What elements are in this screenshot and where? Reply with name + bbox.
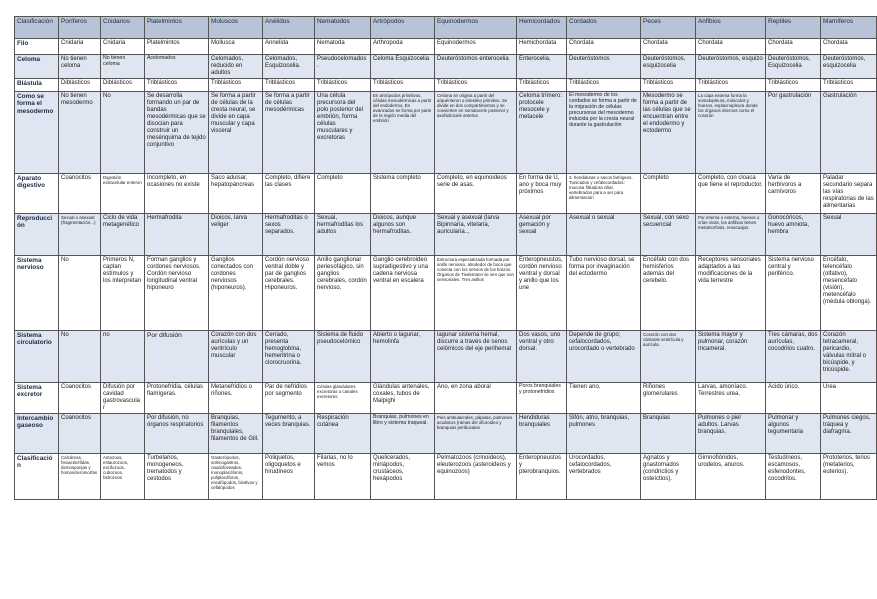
table-cell: Hermafrodita <box>145 214 209 256</box>
table-cell: Triblásticos <box>641 79 696 92</box>
table-cell: Por difusión <box>145 331 209 383</box>
table-cell: Triblásticos <box>696 79 766 92</box>
table-row <box>15 214 877 256</box>
table-cell: Ácido úrico. <box>766 383 821 414</box>
table-cell: Branquias, pulmones en libro y sistema traqueal. <box>371 413 435 453</box>
table-cell: Sistema nervioso central y periférico. <box>766 256 821 331</box>
table-cell: Sifón, atrio, branquias, pulmones <box>567 413 641 453</box>
table-cell: En forma de U, ano y boca muy próximos <box>517 174 567 214</box>
table-cell: Encéfalo, telencéfalo (olfativo), mesencéfalo (visión), metencéfalo (médula oblonga). <box>821 256 877 331</box>
table-cell: Triblásticos <box>435 79 517 92</box>
table-cell: Sistema mayor y pulmonar, corazón tricameral. <box>696 331 766 383</box>
table-cell: El mesodermo de los cordados se forma a partir de la migración de células precursoras del mesodermo inducida por la cresta neural durante la gastrulación <box>567 92 641 174</box>
table-cell: Diblásticos <box>101 79 145 92</box>
table-row <box>15 331 877 383</box>
comparison-table <box>14 16 877 500</box>
table-cell: Riñones glomerulares <box>641 383 696 414</box>
table-cell: Se forma a partir de células mesodérmicas <box>263 92 315 174</box>
table-cell: En artrópodos primitivos, células mesodérmicas a partir del endodermo. En avanzados se forma por parte de la región media del embrión <box>371 92 435 174</box>
table-cell: No tienen mesodermo <box>59 92 101 174</box>
header-row <box>15 17 877 39</box>
table-cell: Deuteróstomos, Esquizocelia <box>766 55 821 79</box>
table-cell: Dos vasos, uno ventral y otro dorsal. <box>517 331 567 383</box>
table-cell: Chordata <box>696 39 766 55</box>
table-cell: Gimnofiónidos, urodelos, anuros. <box>696 453 766 499</box>
table-cell: Cnidaria <box>59 39 101 55</box>
table-cell: Glándulas antenales, coxales, tubos de Malpighi <box>371 383 435 414</box>
table-cell: Deuteróstomos, esquizo <box>696 55 766 79</box>
table-cell: Acelomados <box>145 55 209 79</box>
table-cell: Digestión extracelular enteron <box>101 174 145 214</box>
table-row <box>15 174 877 214</box>
table-cell: Abierto o lagunar, hemolinfa <box>371 331 435 383</box>
table-cell: Depende de grupo; cefalocordados, urocordado o vertebrado <box>567 331 641 383</box>
table-cell: Gasterópodos, solenogastros, caudofoveados, monoplacóforos, poliplacóforos, escafópodos, bivalvos y cefalópodos <box>209 453 263 499</box>
table-cell: Poliquetos, oligoquetos e hirudíneos <box>263 453 315 499</box>
table-cell: Mollusca <box>209 39 263 55</box>
table-cell: Urea <box>821 383 877 414</box>
table-cell: Dioicos, larva veliger <box>209 214 263 256</box>
table-cell: Células glandulares excretoras o canales excretores <box>315 383 371 414</box>
header-cell: Anfibios <box>696 17 766 39</box>
table-cell: Enteropneustos, cordón nervioso ventral y dorsal y anillo que los une <box>517 256 567 331</box>
table-cell: Quelicerados, miriápodos, crustáceos, hexápodos <box>371 453 435 499</box>
table-cell: Triblásticos <box>821 79 877 92</box>
table-cell: Diblásticos <box>59 79 101 92</box>
table-cell: Ganglio cerebroideo supradigestivo y una cadena nerviosa ventral en escalera <box>371 256 435 331</box>
table-cell: Triblásticos <box>145 79 209 92</box>
table-cell: Ganglios conectados con cordones nerviosos (hiponeuros). <box>209 256 263 331</box>
table-cell: Celoma Esquizocelia <box>371 55 435 79</box>
header-cell: Cordados <box>567 17 641 39</box>
table-cell: Hermafroditas o sexos separados. <box>263 214 315 256</box>
table-cell: Cnidaria <box>101 39 145 55</box>
table-row <box>15 453 877 499</box>
row-header-cell: Reproducción <box>15 214 59 256</box>
table-cell: Gonocóricos, huevo amniota, hembra <box>766 214 821 256</box>
table-cell: Paladar secundario separa las vías respiratorias de las alimentarias <box>821 174 877 214</box>
table-cell: Por gastrulación <box>766 92 821 174</box>
table-cell: Triblásticos <box>766 79 821 92</box>
table-cell: Turbelarios, monogeneos, trematodos y cestodos <box>145 453 209 499</box>
header-cell: Reptiles <box>766 17 821 39</box>
header-cell: Peces <box>641 17 696 39</box>
table-cell: Ano, en zona aboral <box>435 383 517 414</box>
table-cell: Triblásticos <box>263 79 315 92</box>
table-cell: Corazón tetracameral, pericardio, válvulas mitral o bicúspide, y tricúspide. <box>821 331 877 383</box>
table-cell: Par de nefridios por segmento <box>263 383 315 414</box>
table-cell: Por interna o externa, huevos o crías vivas, los anfibios tienen metamorfosis, renacuajos <box>696 214 766 256</box>
table-cell: Deuteróstomos, esquizocelia <box>821 55 877 79</box>
table-cell: Agnatos y gnastomados (condrictios y osteíctios). <box>641 453 696 499</box>
table-cell: Triblásticos <box>567 79 641 92</box>
table-cell: Una célula precursora del polo posterior del embrión, forma células musculares y excretoras <box>315 92 371 174</box>
table-cell: Tegumento, a veces branquias. <box>263 413 315 453</box>
table-cell: no <box>101 331 145 383</box>
table-cell: Tres cámaras, dos aurículas, cocodrilos cuatro. <box>766 331 821 383</box>
table-cell: Pseudocelomados. <box>315 55 371 79</box>
table-cell <box>101 413 145 453</box>
row-header-cell: Como se forma el mesodermo <box>15 92 59 174</box>
header-cell: Clasificación <box>15 17 59 39</box>
table-cell: Pulmonar y algunos tegumentaria <box>766 413 821 453</box>
table-cell: Sexual y asexual (larva Bipinnaria, vitelaria, auricularia... <box>435 214 517 256</box>
table-cell: Triblásticos <box>315 79 371 92</box>
table-cell: Chordata <box>567 39 641 55</box>
table-cell: Poros branquiales y protonefridios <box>517 383 567 414</box>
table-cell: Anillo ganglionar periesofágico, sin ganglios cerebrales, cordón nervioso. <box>315 256 371 331</box>
row-header-cell: Intercambio gaseoso <box>15 413 59 453</box>
table-cell: Respiración cutánea <box>315 413 371 453</box>
table-cell: Sistema de fluido pseudocelómico <box>315 331 371 383</box>
table-cell: Triblásticos <box>371 79 435 92</box>
table-cell: Celomados, Esquizocelia. <box>263 55 315 79</box>
table-cell: Pelmatozoos (crinoideos), eleuterozoos (asteroideos y equinozoos) <box>435 453 517 499</box>
table-cell: Annelida <box>263 39 315 55</box>
table-cell: Sistema completo <box>371 174 435 214</box>
row-header-cell: Sistema nervioso <box>15 256 59 331</box>
table-cell: Completo <box>315 174 371 214</box>
table-cell: Corazón con dos aurículas y un ventrículo muscular <box>209 331 263 383</box>
table-cell: Completo, en equinoideos serie de asas. <box>435 174 517 214</box>
header-cell: Nematodos <box>315 17 371 39</box>
table-cell: Equinodermos <box>435 39 517 55</box>
table-cell: Asexual por gemación y sexual <box>517 214 567 256</box>
table-cell: Coanocitos <box>59 174 101 214</box>
table-body <box>15 39 877 500</box>
row-header-cell: Blástula <box>15 79 59 92</box>
table-cell: Completo <box>641 174 696 214</box>
table-row <box>15 413 877 453</box>
table-cell: Por difusión, no órganos respiratorios <box>145 413 209 453</box>
table-cell: Urocordados, cefalocordados, vertebrados <box>567 453 641 499</box>
table-cell: Arthropoda <box>371 39 435 55</box>
table-cell: Saco adulsar, hepatopáncreas <box>209 174 263 214</box>
table-cell: Chordata <box>821 39 877 55</box>
table-cell: Antozoos, estaurozoos, escifozoos, cubozoos, hidrozoos <box>101 453 145 499</box>
table-row <box>15 55 877 79</box>
header-cell: Hemicordados <box>517 17 567 39</box>
table-cell: Deuteróstomos <box>567 55 641 79</box>
table-cell: Metanefridios o riñones. <box>209 383 263 414</box>
table-cell: Enterocelia, <box>517 55 567 79</box>
table-cell: Triblásticos <box>209 79 263 92</box>
table-cell: Encéfalo con dos hemisferios además del cerebelo. <box>641 256 696 331</box>
table-cell: Mesodermo se forma a partir de las células que se encuentran entre el endodermo y ectodermo <box>641 92 696 174</box>
table-cell: Pulmones o piel adultos. Larvas branquias. <box>696 413 766 453</box>
table-cell: Gastrulación <box>821 92 877 174</box>
table-row <box>15 39 877 55</box>
table-cell: Platelmintos <box>145 39 209 55</box>
table-cell: La capa externa forma la somatopleura, músculos y huesos, esplacnopleura donde los órganos internos como el corazón <box>696 92 766 174</box>
table-cell: 3. hendiduras o sacos faríngeos. Tunicados y cefalocordados: mucosa filtradora ciliar, vertebrados para a ser para alimentación <box>567 174 641 214</box>
table-cell: Branquias <box>641 413 696 453</box>
table-cell: Varía de herbívoros a carnívoros <box>766 174 821 214</box>
row-header-cell: Sistema circulatorio <box>15 331 59 383</box>
header-cell: Platelmintos <box>145 17 209 39</box>
table-cell: Larvas, amoníaco. Terrestres urea. <box>696 383 766 414</box>
table-cell: lagunar sistema hemal, discurre a través de senos celómicos del eje perihemal <box>435 331 517 383</box>
table-cell: Branquias, filamentos branquiales, filamentos de Gill. <box>209 413 263 453</box>
table-cell: Cordón nervioso ventral doble y par de ganglios cerebrales. Hiponeuros. <box>263 256 315 331</box>
table-cell: Tienen ano. <box>567 383 641 414</box>
table-cell: Coanocitos <box>59 383 101 414</box>
table-cell: Sexual, hermafroditas los adultos <box>315 214 371 256</box>
table-cell: Deuteróstomos enterocelia <box>435 55 517 79</box>
table-cell: Sexual <box>821 214 877 256</box>
table-cell: Difusión por cavidad gastrovascular <box>101 383 145 414</box>
table-row <box>15 92 877 174</box>
table-cell: Tubo nervioso dorsal, se forma por invaginación del ectodermo <box>567 256 641 331</box>
table-cell: Ciclo de vida metagenético <box>101 214 145 256</box>
table-cell: Estructura especializada formada por anillo nervioso, alrededor de boca que conecta con los nervios de los brazos. Órganos de Tiedemann se ven que son sensoriales. Tres anillos <box>435 256 517 331</box>
row-header-cell: Sistema excretor <box>15 383 59 414</box>
table-cell: Chordata <box>641 39 696 55</box>
header-cell: Moluscos <box>209 17 263 39</box>
table-cell: Triblásticos <box>517 79 567 92</box>
table-cell: Se forma a partir de células de la cresta neural, se divide en capa muscular y capa visceral <box>209 92 263 174</box>
header-cell: Mamíferos <box>821 17 877 39</box>
table-cell: Receptores sensoriales adaptados a las modificaciones de la vida terrestre <box>696 256 766 331</box>
table-cell: No tienen celoma <box>101 55 145 79</box>
table-row <box>15 79 877 92</box>
table-cell: Completo, difiere las clases <box>263 174 315 214</box>
header-cell: Cnidarios <box>101 17 145 39</box>
table-cell: Asexual o sexual <box>567 214 641 256</box>
table-cell: Nematoda <box>315 39 371 55</box>
table-cell: Deuteróstomos, esquizocelia <box>641 55 696 79</box>
table-cell: Primeros N, captan estímulos y los interpretan <box>101 256 145 331</box>
table-row <box>15 256 877 331</box>
table-cell: No <box>59 256 101 331</box>
table-row <box>15 383 877 414</box>
table-cell: Chordata <box>766 39 821 55</box>
table-cell: Sexual, con sexo secuencial <box>641 214 696 256</box>
table-cell: No tienen celoma <box>59 55 101 79</box>
header-cell: Anélidos <box>263 17 315 39</box>
row-header-cell: Filo <box>15 39 59 55</box>
table-cell: No <box>101 92 145 174</box>
header-cell: Artrópodos <box>371 17 435 39</box>
table-cell: Testudíneos, escamosos, esfenodontes, cocodrilos. <box>766 453 821 499</box>
row-header-cell: Aparato digestivo <box>15 174 59 214</box>
table-cell: Coanocitos <box>59 413 101 453</box>
table-cell: Cerrado, presenta hemoglobina, hemeritrina o clorocruorina. <box>263 331 315 383</box>
table-cell: Celoma se origina a partir del arquénteron o intestino primitivo. Se divide en dos compartimentos y se convierten en somatocele posterior y axohidrocele anterior. <box>435 92 517 174</box>
row-header-cell: Celoma <box>15 55 59 79</box>
table-cell: Hendiduras branquiales <box>517 413 567 453</box>
table-cell: Completo, con cloaca que tiene el reproductor. <box>696 174 766 214</box>
header-cell: Equinodermos <box>435 17 517 39</box>
row-header-cell: Clasificación <box>15 453 59 499</box>
table-cell: Celoma trímero: protocele mesocele y metacele <box>517 92 567 174</box>
table-cell: Hemichordata <box>517 39 567 55</box>
header-cell: Poríferos <box>59 17 101 39</box>
table-cell: Pies ambulacrales, pápulas, pulmones acuáticos (ramas del ofiuroideo y branquias peribucales <box>435 413 517 453</box>
table-cell: Pulmones ciegos, tráquea y diafragma. <box>821 413 877 453</box>
table-cell: Dioicos, aunque algunos son hermafroditas. <box>371 214 435 256</box>
table-cell: Prototerios, terios (metaterios, euterios). <box>821 453 877 499</box>
table-cell: Se desarrolla formando un par de bandas mesodérmicas que se disocian para construir un mesénquima de tejido conjuntivo <box>145 92 209 174</box>
table-cell: Filarias, no lo vemos <box>315 453 371 499</box>
table-cell: Celomados, reducido en adultos <box>209 55 263 79</box>
table-cell: Incompleto, en ocasiones no existe <box>145 174 209 214</box>
table-cell: Corazón con dos cámaras ventrícula y aurícula. <box>641 331 696 383</box>
table-cell: Calcáreas, hexactinélidas, demosponjas y homoscleromorfas <box>59 453 101 499</box>
table-cell: Forman ganglios y cordones nerviosos. Cordón nervioso longitudinal ventral hiponeuro <box>145 256 209 331</box>
table-cell: Enteropneustos y pterobranquios. <box>517 453 567 499</box>
table-cell: No <box>59 331 101 383</box>
table-cell: Protonefridia, células flamígeras. <box>145 383 209 414</box>
table-cell: Sexual o asexual (fragmentación...) <box>59 214 101 256</box>
